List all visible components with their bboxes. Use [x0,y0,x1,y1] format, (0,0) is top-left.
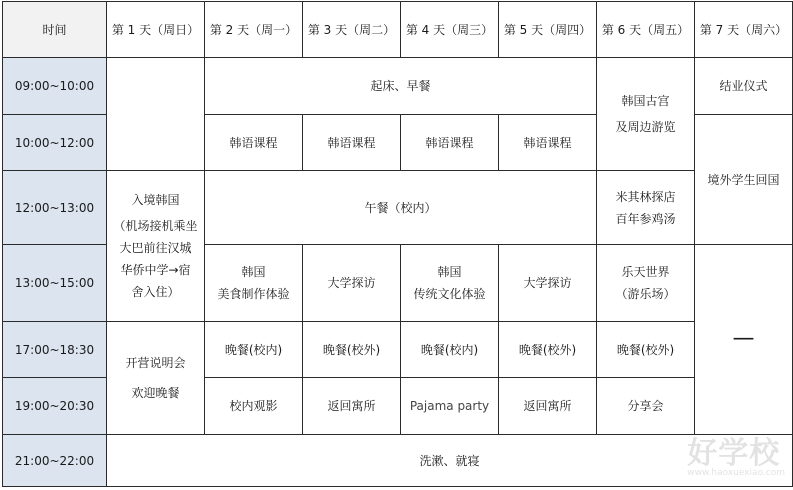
university-cell: 大学探访 [499,245,597,322]
dinner-cell: 晚餐(校外) [499,322,597,378]
watermark-url: www.haoxuexiao.com [687,468,785,478]
return-cell: 返回寓所 [499,378,597,435]
dinner-cell: 晚餐(校外) [303,322,401,378]
header-day-3: 第 3 天（周二） [303,2,401,58]
dash-cell [695,245,793,435]
course-cell: 韩语课程 [401,115,499,171]
header-row [3,2,793,58]
course-cell: 韩语课程 [205,115,303,171]
time-slot: 21:00~22:00 [3,435,107,487]
leave-cell: 境外学生回国 [695,115,793,245]
dinner-cell: 晚餐(校内) [401,322,499,378]
header-day-1: 第 1 天（周日） [107,2,205,58]
cell-line: 开营说明会 [125,356,186,370]
header-time: 时间 [3,2,107,58]
header-day-7: 第 7 天（周六） [695,2,793,58]
time-slot: 17:00~18:30 [3,322,107,378]
university-cell: 大学探访 [303,245,401,322]
cell-line: 韩国 [437,265,462,279]
empty-cell [107,58,205,171]
table-row [3,171,793,245]
arrival-cell [107,171,205,322]
header-day-5: 第 5 天（周四） [499,2,597,58]
cell-line: 传统文化体验 [413,287,486,301]
cell-line: 美食制作体验 [217,287,290,301]
culture-experience-cell [401,245,499,322]
table-row [3,58,793,115]
course-cell: 韩语课程 [499,115,597,171]
course-cell: 韩语课程 [303,115,401,171]
cell-line: 乐天世界 [621,265,670,279]
cell-line: 百年参鸡汤 [615,211,676,226]
header-day-6: 第 6 天（周五） [597,2,695,58]
palace-cell [597,58,695,171]
opening-cell [107,322,205,435]
cell-line: 欢迎晚餐 [131,386,180,400]
time-slot: 19:00~20:30 [3,378,107,435]
cell-line: 韩国 [241,265,266,279]
time-slot: 13:00~15:00 [3,245,107,322]
cell-line: 舍入住） [131,285,180,299]
movie-cell: 校内观影 [205,378,303,435]
time-slot: 09:00~10:00 [3,58,107,115]
cell-line: 大巴前往汉城 [119,241,192,255]
time-slot: 12:00~13:00 [3,171,107,245]
dinner-cell: 晚餐(校外) [597,322,695,378]
cell-line: （机场接机乘坐 [113,219,198,233]
time-slot: 10:00~12:00 [3,115,107,171]
lunch-cell: 午餐（校内） [205,171,597,245]
cell-line: 入境韩国 [131,193,180,207]
table-row [3,435,793,487]
wakeup-cell: 起床、早餐 [205,58,597,115]
dinner-cell: 晚餐(校内) [205,322,303,378]
watermark-text: 好学校 [687,436,781,471]
header-day-4: 第 4 天（周三） [401,2,499,58]
food-experience-cell [205,245,303,322]
schedule-table [2,1,793,487]
pajama-cell: Pajama party [401,378,499,435]
closing-cell: 结业仪式 [695,58,793,115]
cell-line: 韩国古宫 [621,94,670,108]
sleep-cell: 洗漱、就寝 [107,435,793,487]
cell-line: 米其林探店 [615,189,676,204]
cell-line: （游乐场） [615,287,676,301]
return-cell: 返回寓所 [303,378,401,435]
dash-text: — [732,325,755,351]
table-row [3,322,793,378]
sharing-cell: 分享会 [597,378,695,435]
header-day-2: 第 2 天（周一） [205,2,303,58]
lotte-cell [597,245,695,322]
cell-line: 华侨中学→宿 [120,263,191,277]
cell-line: 及周边游览 [615,120,676,134]
michelin-cell [597,171,695,245]
